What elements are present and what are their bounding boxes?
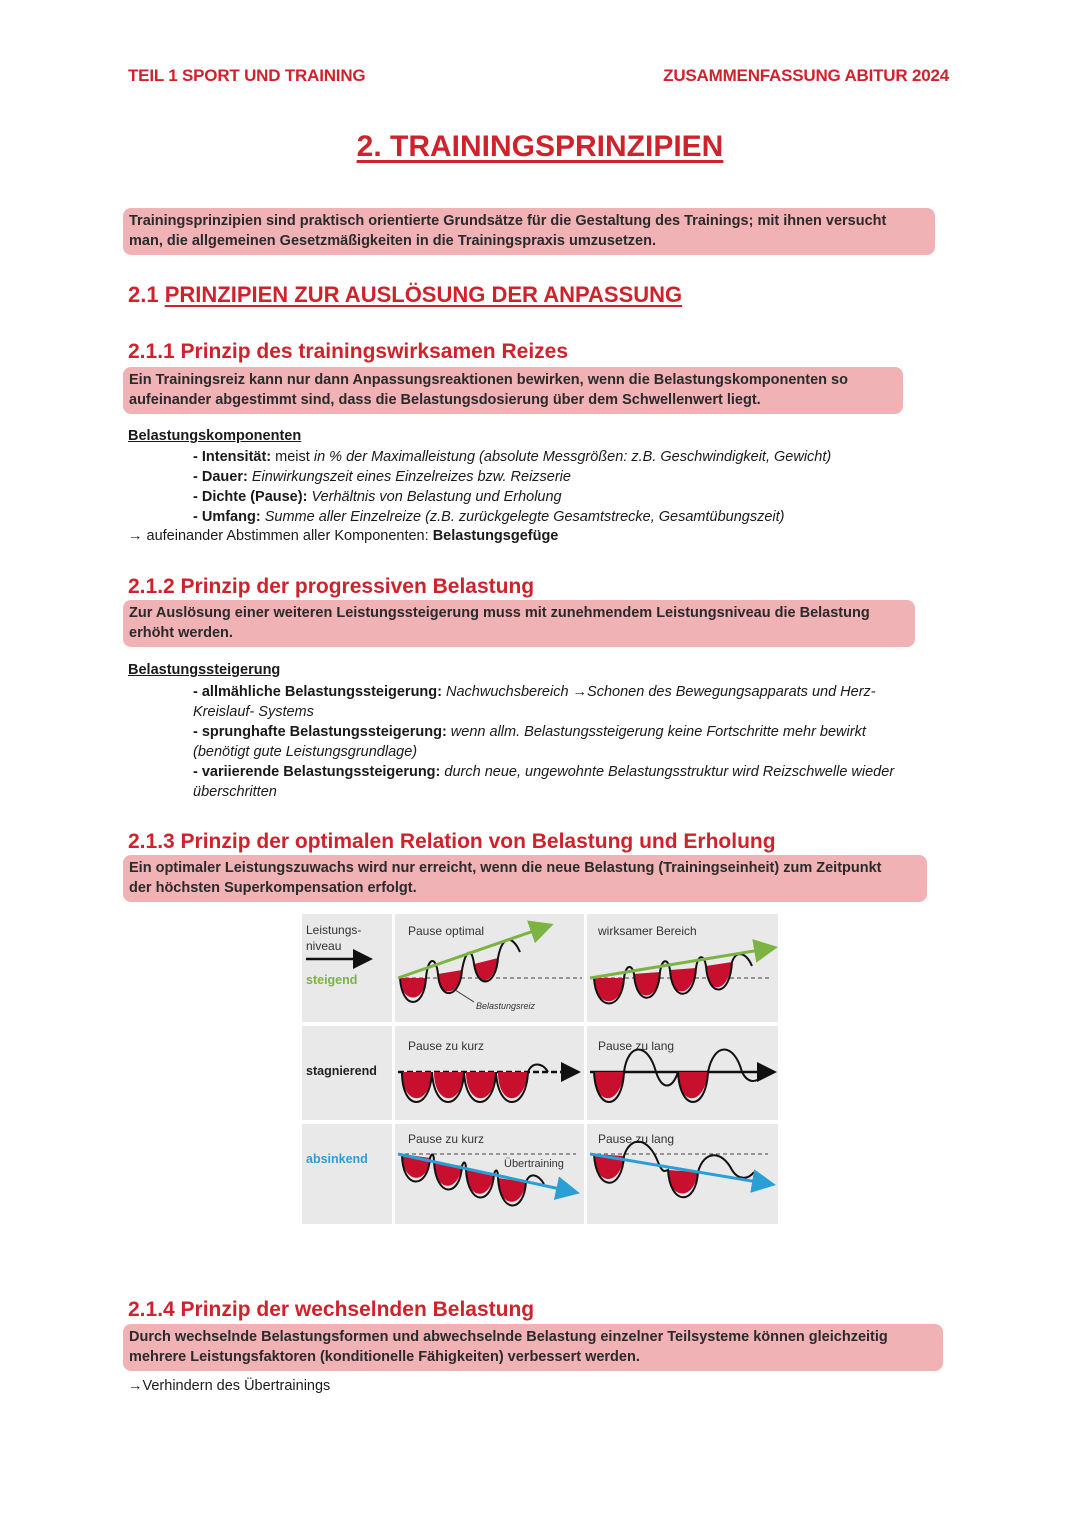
list-item: Kreislauf- Systems bbox=[193, 704, 314, 720]
cell-title: wirksamer Bereich bbox=[598, 924, 697, 938]
row-label-steigend: steigend bbox=[306, 973, 358, 987]
page-title: 2. TRAININGSPRINZIPIEN bbox=[356, 130, 724, 163]
cell-title: Pause zu kurz bbox=[408, 1132, 485, 1146]
cell-title: Pause zu kurz bbox=[408, 1039, 485, 1053]
superkompensation-diagram bbox=[302, 914, 778, 1224]
row-label-absinkend: absinkend bbox=[306, 1152, 368, 1166]
list-item: - sprunghafte Belastungssteigerung: wenn allm. Belastungssteigerung keine Fortschritte mehr bewirkt bbox=[193, 724, 866, 740]
section-2-1-1-heading: 2.1.1 Prinzip des trainingswirksamen Reizes bbox=[128, 340, 569, 363]
belastungsgefuege-conclusion: → aufeinander Abstimmen aller Komponenten: Belastungsgefüge bbox=[128, 528, 559, 544]
belastungssteigerung-heading: Belastungssteigerung bbox=[128, 662, 281, 678]
belastungskomponenten-list bbox=[193, 447, 953, 527]
uebertraining-conclusion: →Verhindern des Übertrainings bbox=[128, 1378, 331, 1394]
header-left: TEIL 1 SPORT UND TRAINING bbox=[128, 66, 366, 85]
belastungssteigerung-list bbox=[193, 682, 953, 802]
axis-label-line1: Leistungs- bbox=[306, 923, 362, 937]
header-right: ZUSAMMENFASSUNG ABITUR 2024 bbox=[663, 66, 949, 85]
axis-label-line2: niveau bbox=[306, 939, 342, 953]
section-2-1-3-definition: Ein optimaler Leistungszuwachs wird nur erreicht, wenn die neue Belastung (Trainingseinheit) zum Zeitpunkt der höchsten Superkompensation erfolgt. bbox=[123, 855, 927, 902]
section-2-1-4-definition: Durch wechselnde Belastungsformen und abwechselnde Belastung einzelner Teilsysteme können gleichzeitig mehrere Leistungsfaktoren (konditionelle Fähigkeiten) verbessert werden. bbox=[123, 1324, 943, 1371]
annotation-uebertraining: Übertraining bbox=[504, 1158, 564, 1170]
section-2-1-2-definition: Zur Auslösung einer weiteren Leistungssteigerung muss mit zunehmendem Leistungsniveau die Belastung erhöht werden. bbox=[123, 600, 915, 647]
list-item: - variierende Belastungssteigerung: durch neue, ungewohnte Belastungsstruktur wird Reizschwelle wieder bbox=[193, 764, 895, 780]
list-item: - Dichte (Pause): Verhältnis von Belastung und Erholung bbox=[193, 489, 562, 505]
cell-title: Pause optimal bbox=[408, 924, 485, 938]
section-2-1-3-heading: 2.1.3 Prinzip der optimalen Relation von Belastung und Erholung bbox=[128, 830, 776, 853]
section-2-1-heading: 2.1 PRINZIPIEN ZUR AUSLÖSUNG DER ANPASSUNG bbox=[128, 282, 683, 307]
section-2-1-1-definition: Ein Trainingsreiz kann nur dann Anpassungsreaktionen bewirken, wenn die Belastungskomponenten so aufeinander abgestimmt sind, dass die Belastungsdosierung über dem Schwellenwert liegt. bbox=[123, 367, 903, 414]
list-item: - allmähliche Belastungssteigerung: Nachwuchsbereich →Schonen des Bewegungsapparats und Herz- bbox=[193, 684, 876, 700]
list-item: - Umfang: Summe aller Einzelreize (z.B. zurückgelegte Gesamtstrecke, Gesamtübungszeit) bbox=[193, 509, 785, 525]
section-2-1-4-heading: 2.1.4 Prinzip der wechselnden Belastung bbox=[128, 1298, 535, 1321]
annotation-belastungsreiz: Belastungsreiz bbox=[476, 1001, 536, 1011]
belastungskomponenten-heading: Belastungskomponenten bbox=[128, 428, 302, 444]
intro-definition: Trainingsprinzipien sind praktisch orientierte Grundsätze für die Gestaltung des Trainings; mit ihnen versucht man, die allgemeinen Gesetzmäßigkeiten in die Trainingspraxis umzusetzen. bbox=[123, 208, 935, 255]
list-item: (benötigt gute Leistungsgrundlage) bbox=[193, 744, 418, 760]
row-label-stagnierend: stagnierend bbox=[306, 1064, 377, 1078]
cell-title: Pause zu lang bbox=[598, 1039, 675, 1053]
list-item: - Dauer: Einwirkungszeit eines Einzelreizes bzw. Reizserie bbox=[193, 469, 571, 485]
cell-title: Pause zu lang bbox=[598, 1132, 675, 1146]
list-item: überschritten bbox=[193, 784, 277, 800]
section-2-1-2-heading: 2.1.2 Prinzip der progressiven Belastung bbox=[128, 575, 535, 598]
list-item: - Intensität: meist in % der Maximalleistung (absolute Messgrößen: z.B. Geschwindigkeit, Gewicht) bbox=[193, 449, 832, 465]
